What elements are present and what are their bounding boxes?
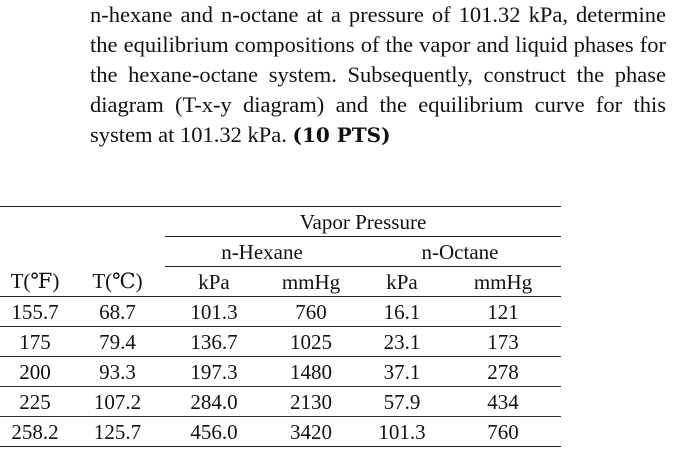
column-header: T(℉) — [0, 267, 70, 297]
problem-statement — [90, 0, 666, 150]
component-header-octane: n-Octane — [359, 237, 561, 267]
table-cell: 23.1 — [359, 327, 445, 357]
vapor-pressure-header: Vapor Pressure — [165, 207, 561, 237]
table-cell: 136.7 — [165, 327, 263, 357]
table-cell: 57.9 — [359, 387, 445, 417]
table-cell: 175 — [0, 327, 70, 357]
table-cell: 200 — [0, 357, 70, 387]
table-cell: 155.7 — [0, 297, 70, 327]
table-cell: 37.1 — [359, 357, 445, 387]
table-cell: 93.3 — [70, 357, 165, 387]
table-cell: 101.3 — [359, 417, 445, 447]
column-header: T(℃) — [70, 267, 165, 297]
table-cell: 1025 — [263, 327, 359, 357]
column-header: kPa — [165, 267, 263, 297]
table-cell: 107.2 — [70, 387, 165, 417]
table-cell: 68.7 — [70, 297, 165, 327]
table-cell: 173 — [445, 327, 561, 357]
table-cell: 3420 — [263, 417, 359, 447]
table-row — [0, 327, 561, 357]
column-header: kPa — [359, 267, 445, 297]
table-cell: 456.0 — [165, 417, 263, 447]
table-row — [0, 417, 561, 447]
table-cell: 197.3 — [165, 357, 263, 387]
table-cell: 225 — [0, 387, 70, 417]
table-cell: 101.3 — [165, 297, 263, 327]
table-cell: 760 — [445, 417, 561, 447]
component-header-hexane: n-Hexane — [165, 237, 359, 267]
table-cell: 258.2 — [0, 417, 70, 447]
table-cell: 284.0 — [165, 387, 263, 417]
table-row — [0, 387, 561, 417]
table-cell: 1480 — [263, 357, 359, 387]
points-label: (10 PTS) — [292, 123, 391, 147]
table-cell: 760 — [263, 297, 359, 327]
table-cell: 79.4 — [70, 327, 165, 357]
problem-text: n-hexane and n-octane at a pressure of 101.32 kPa, determine the equilibrium compositions of the vapor and liquid phases for the hexane-octane system. Subsequently, construct the phase diagram (T-x-y diagram) and the equilibrium curve for this system at 101.32 kPa. — [90, 2, 666, 147]
table-row — [0, 297, 561, 327]
column-header: mmHg — [263, 267, 359, 297]
vapor-pressure-table — [0, 206, 561, 447]
table-cell: 121 — [445, 297, 561, 327]
column-header: mmHg — [445, 267, 561, 297]
component-header-row — [0, 237, 561, 267]
table-cell: 16.1 — [359, 297, 445, 327]
group-header-row — [0, 207, 561, 237]
table-cell: 278 — [445, 357, 561, 387]
table-cell: 2130 — [263, 387, 359, 417]
table-cell: 125.7 — [70, 417, 165, 447]
table-cell: 434 — [445, 387, 561, 417]
table-row — [0, 357, 561, 387]
column-header-row — [0, 267, 561, 297]
